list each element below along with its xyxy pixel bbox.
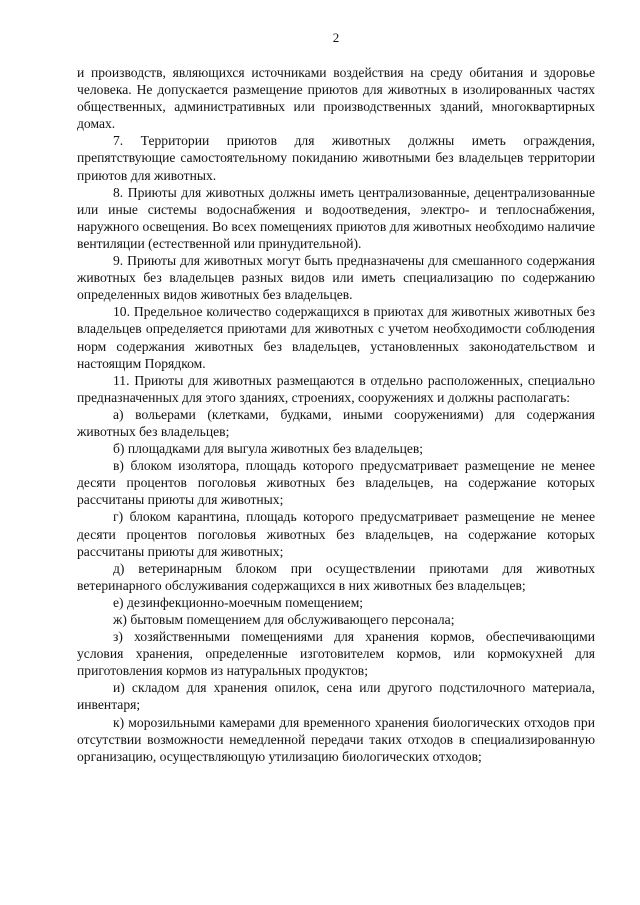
list-item-e: е) дезинфекционно-моечным помещением; xyxy=(113,594,364,610)
paragraph-10: 10. Предельное количество содержащихся в приютах для животных животных без владельцев определяется приютами для животных с учетом необходимости соблюдения норм содержания животных без владельцев, установленных законодательством и настоящим Порядком. xyxy=(77,304,595,371)
paragraph-11: 11. Приюты для животных размещаются в отдельно расположенных, специально предназначенных для этого зданиях, строениях, сооружениях и должны располагать: xyxy=(77,372,595,405)
list-item-i: и) складом для хранения опилок, сена или другого подстилочного материала, инвентаря; xyxy=(77,680,595,713)
paragraph-9: 9. Приюты для животных могут быть предназначены для смешанного содержания животных без владельцев разных видов или иметь специализацию по содержанию определенных видов животных без владельцев. xyxy=(77,253,595,303)
paragraph-continuation: и производств, являющихся источниками воздействия на среду обитания и здоровье человека. Не допускается размещение приютов для животных в изолированных частях общественных, административных или производственных зданий, многоквартирных домах. xyxy=(77,65,595,132)
document-body xyxy=(77,64,595,765)
list-item-v: в) блоком изолятора, площадь которого предусматривает размещение не менее десяти процентов поголовья животных без владельцев, на содержание которых рассчитаны приюты для животных; xyxy=(77,458,595,508)
list-item-d: д) ветеринарным блоком при осуществлении приютами для животных ветеринарного обслуживания содержащихся в них животных без владельцев; xyxy=(77,560,595,593)
paragraph-8: 8. Приюты для животных должны иметь централизованные, децентрализованные или иные системы водоснабжения и водоотведения, электро- и теплоснабжения, наружного освещения. Во всех помещениях приютов для животных необходимо наличие вентиляции (естественной или принудительной). xyxy=(77,184,595,251)
list-item-b: б) площадками для выгула животных без владельцев; xyxy=(113,441,424,457)
page-number: 2 xyxy=(332,30,340,45)
list-item-a: а) вольерами (клетками, будками, иными сооружениями) для содержания животных без владельцев; xyxy=(77,406,595,439)
list-item-g: г) блоком карантина, площадь которого предусматривает размещение не менее десяти процентов поголовья животных без владельцев, на содержание которых рассчитаны приюты для животных; xyxy=(77,509,595,559)
list-item-k: к) морозильными камерами для временного хранения биологических отходов при отсутствии возможности немедленной передачи таких отходов в специализированную организацию, осуществляющую утилизацию биологических отходов; xyxy=(77,714,595,764)
list-item-z: з) хозяйственными помещениями для хранения кормов, обеспечивающими условия хранения, определенные изготовителем кормов, или кормокухней для приготовления кормов из натуральных продуктов; xyxy=(77,629,595,679)
paragraph-7: 7. Территории приютов для животных должны иметь ограждения, препятствующие самостоятельному покиданию животными без владельцев территории приютов для животных. xyxy=(77,133,595,183)
list-item-zh: ж) бытовым помещением для обслуживающего персонала; xyxy=(113,612,455,627)
